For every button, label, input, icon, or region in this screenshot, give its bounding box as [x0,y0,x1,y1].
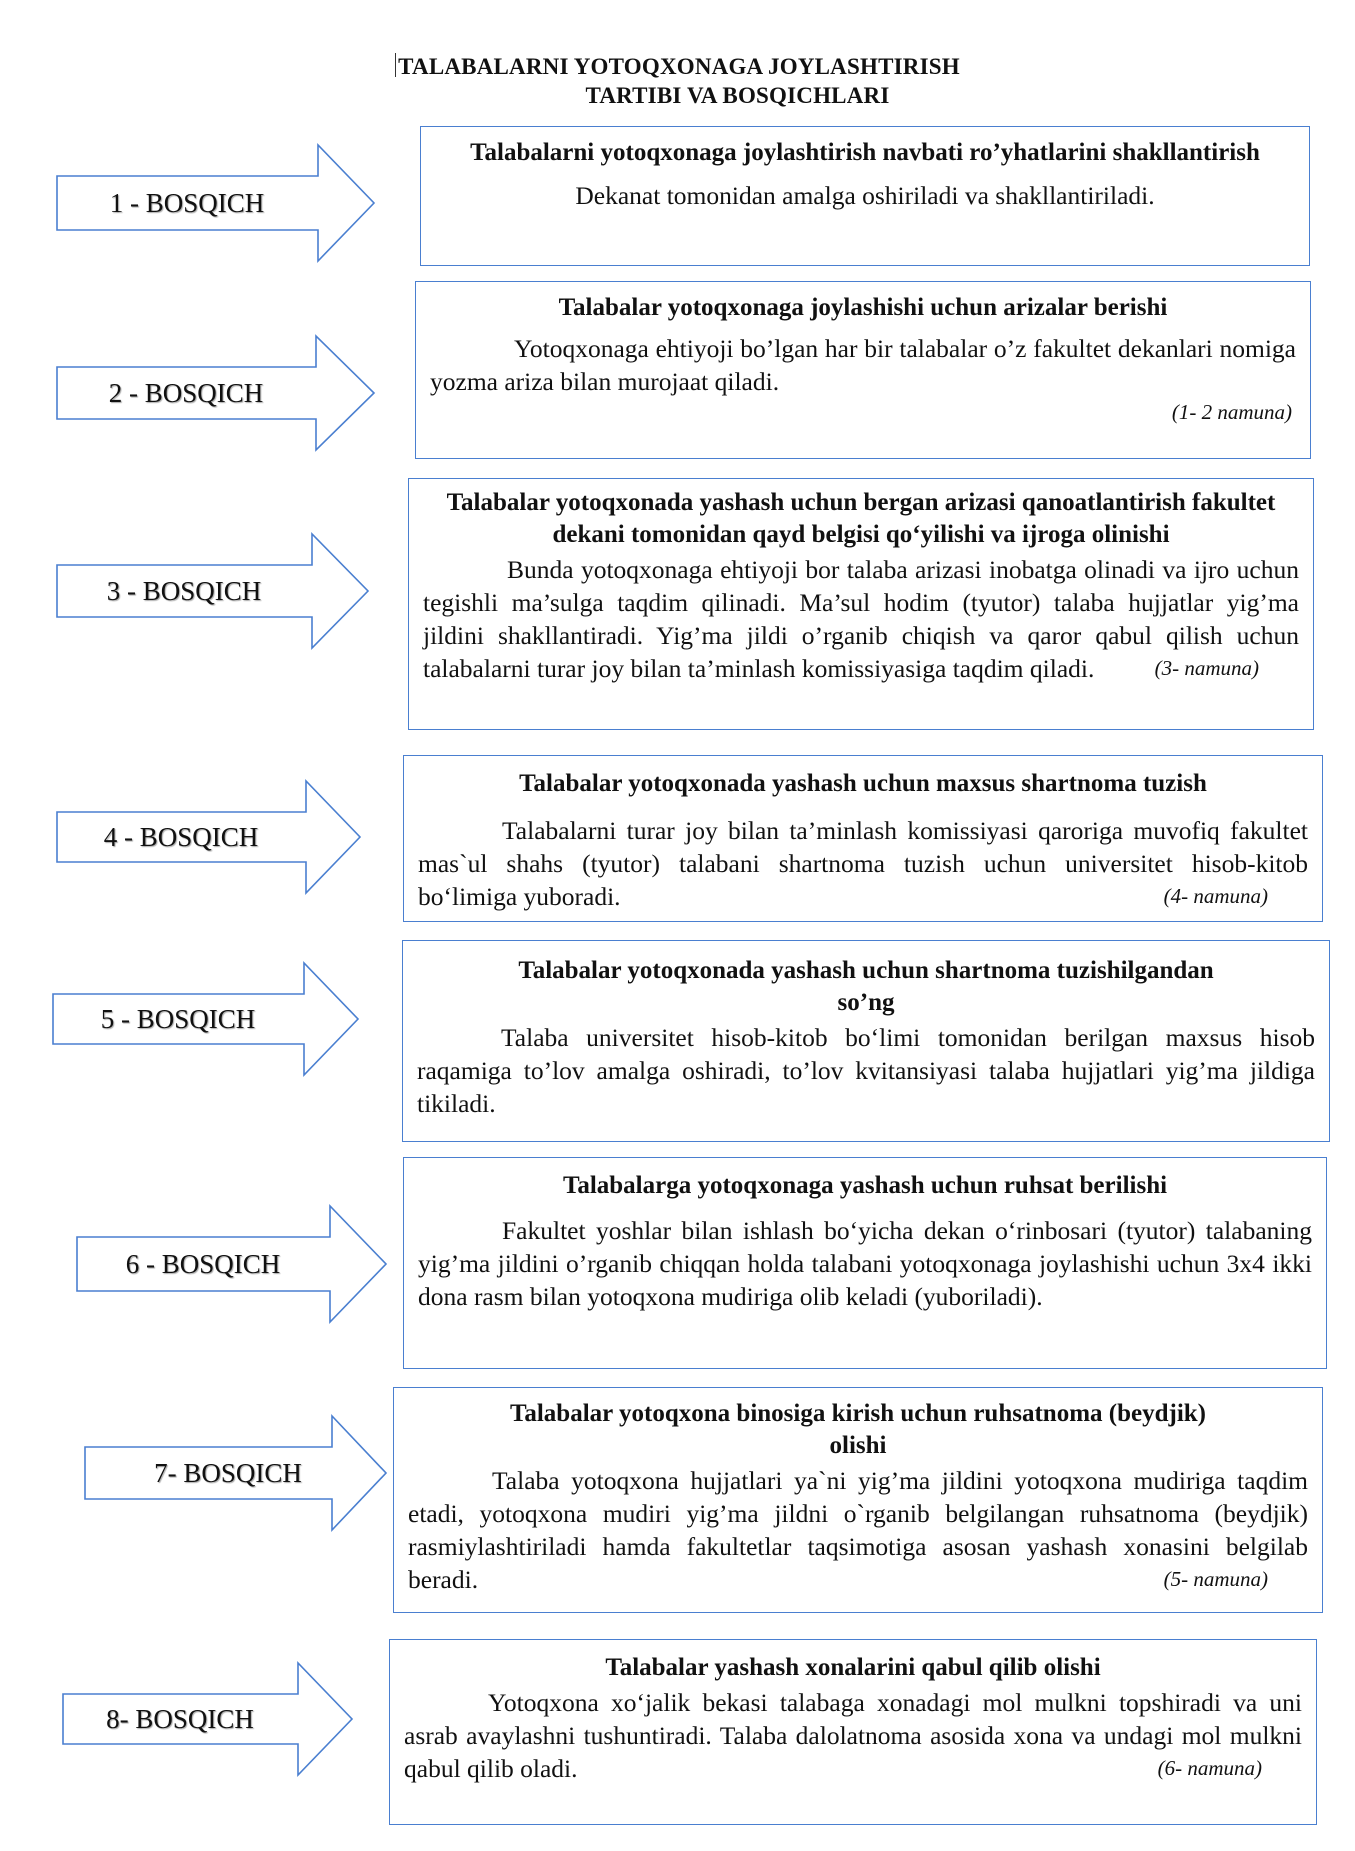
step-8-arrow [62,1662,354,1776]
step-1-box [420,126,1310,266]
step-8-box [389,1639,1317,1825]
step-3-body [423,553,1299,685]
step-1-label: 1 - BOSQICH [109,187,265,218]
step-2-label: 2 - BOSQICH [108,377,264,408]
step-7-body [408,1464,1308,1596]
step-6-title: Talabalarga yotoqxonaga yashash uchun ruhsat berilishi [562,1172,1168,1199]
step-4-body-text: Talabalarni turar joy bilan ta’minlash komissiyasi qaroriga muvofiq fakultet mas`ul shahs (tyutor) talabani shartnoma tuzish uchun universitet hisob-kitob bo‘limiga yuboradi. [418,816,1308,911]
step-4-label: 4 - BOSQICH [103,821,259,852]
step-1-arrow [56,144,376,262]
step-4-body [418,814,1308,913]
step-8-title: Talabalar yashash xonalarini qabul qilib olishi [605,1654,1101,1681]
step-8-label: 8- BOSQICH [106,1703,254,1734]
step-3-title: Talabalar yotoqxonada yashash uchun bergan arizasi qanoatlantirish fakultet dekani tomonidan qayd belgisi qo‘yilishi va ijroga olinishi [446,489,1276,548]
step-5-body: Talaba universitet hisob-kitob bo‘limi tomonidan berilgan maxsus hisob raqamiga to’lov amalga oshiradi, to’lov kvitansiyasi talaba hujjatlari yig’ma jildiga tikiladi. [417,1023,1315,1118]
step-7-arrow [84,1415,388,1531]
step-4-box [403,755,1323,922]
step-7-title: Talabalar yotoqxona binosiga kirish uchun ruhsatnoma (beydjik) olishi [509,1400,1207,1459]
step-7-body-text: Talaba yotoqxona hujjatlari ya`ni yig’ma jildini yotoqxona mudiriga taqdim etadi, yotoqxona mudiri yig’ma jildni o`rganib belgilangan ruhsatnoma (beydjik) rasmiylashtiriladi hamda fakultetlar taqsimotiga asosan yashash xonasini belgilab beradi. [408,1466,1308,1594]
step-8-body [404,1686,1302,1785]
step-6-box [403,1157,1327,1369]
step-3-body-text: Bunda yotoqxonaga ehtiyoji bor talaba arizasi inobatga olinadi va ijro uchun tegishli ma’sulga taqdim qilinadi. Ma’sul hodim (tyutor) talaba hujjatlar yig’ma jildini shakllantiradi. Yig’ma jildi o’rganib chiqish va qaror qabul qilish uchun talabalarni turar joy bilan ta’minlash komissiyasiga taqdim qiladi. [423,555,1299,683]
step-5-arrow [52,962,360,1076]
step-5-label: 5 - BOSQICH [100,1003,256,1034]
step-3-arrow [56,533,370,649]
step-2-arrow [56,335,376,451]
title-line-2: TARTIBI VA BOSQICHLARI [585,83,890,108]
step-6-label: 6 - BOSQICH [125,1248,281,1279]
step-7-box [393,1387,1323,1613]
step-2-title: Talabalar yotoqxonaga joylashishi uchun arizalar berishi [558,294,1168,321]
step-5-box [402,940,1330,1142]
step-4-title: Talabalar yotoqxonada yashash uchun maxsus shartnoma tuzish [519,770,1207,797]
step-8-body-text: Yotoqxona xo‘jalik bekasi talabaga xonadagi mol mulkni topshiradi va uni asrab avaylashni tushuntiradi. Talaba dalolatnoma asosida xona va undagi mol mulkni qabul qilib oladi. [404,1688,1302,1783]
step-1-title: Talabalarni yotoqxonaga joylashtirish navbati ro’yhatlarini shakllantirish [470,139,1260,166]
step-7-namuna: (5- namuna) [1163,1567,1268,1591]
step-4-arrow [56,780,362,894]
step-2-box [415,281,1311,459]
step-6-arrow [76,1205,388,1323]
step-7-label: 7- BOSQICH [154,1457,302,1488]
step-4-namuna: (4- namuna) [1163,884,1268,908]
step-3-namuna: (3- namuna) [1154,656,1259,680]
title-line-1: TALABALARNI YOTOQXONAGA JOYLASHTIRISH [398,54,960,79]
step-5-title: Talabalar yotoqxonada yashash uchun shartnoma tuzishilgandan so’ng [518,957,1214,1016]
step-6-body: Fakultet yoshlar bilan ishlash bo‘yicha dekan o‘rinbosari (tyutor) talabaning yig’ma jildini o’rganib chiqqan holda talabani yotoqxonaga joylashishi uchun 3x4 ikki dona rasm bilan yotoqxona mudiriga olib keladi (yuboriladi). [418,1216,1312,1311]
page-title [0,52,1355,110]
step-3-box [408,478,1314,730]
step-1-body: Dekanat tomonidan amalga oshiriladi va shakllantiriladi. [575,181,1155,210]
step-2-namuna: (1- 2 namuna) [1171,400,1292,424]
text-cursor [395,53,396,77]
step-8-namuna: (6- namuna) [1157,1756,1262,1780]
step-2-body-text: Yotoqxonaga ehtiyoji bo’lgan har bir talabalar o’z fakultet dekanlari nomiga yozma ariza bilan murojaat qiladi. [430,334,1296,396]
step-3-label: 3 - BOSQICH [106,575,262,606]
step-2-body [430,332,1296,398]
